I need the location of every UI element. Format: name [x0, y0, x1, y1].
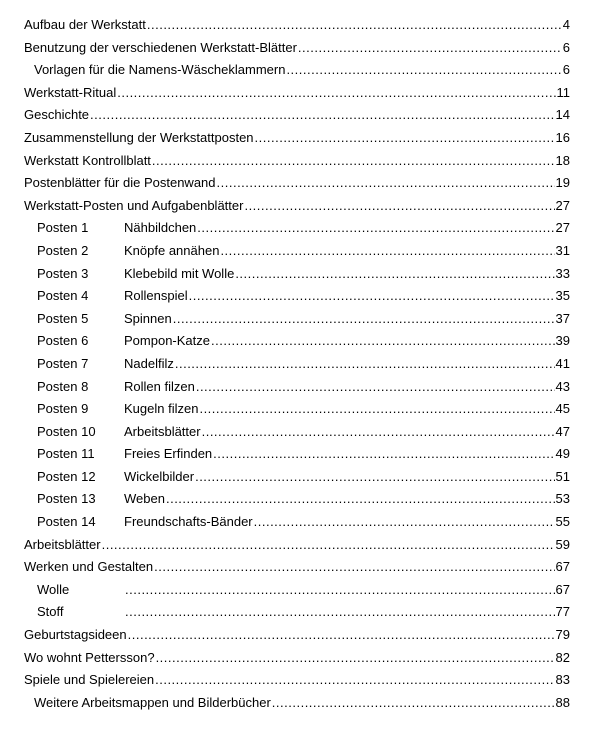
dot-leader [173, 308, 555, 331]
toc-entry-page-number: 6 [562, 62, 570, 78]
toc-entry[interactable] [24, 353, 570, 376]
toc-entry-page-number: 82 [555, 649, 570, 665]
dot-leader [286, 59, 561, 82]
dot-leader [90, 104, 554, 127]
dot-leader [196, 376, 555, 399]
dot-leader [217, 172, 555, 195]
toc-entry[interactable] [24, 195, 570, 218]
toc-entry-page-number: 19 [555, 175, 570, 191]
toc-entry[interactable] [24, 217, 570, 240]
dot-leader [117, 82, 555, 105]
toc-entry-page-number: 6 [562, 39, 570, 55]
toc-entry-page-number: 31 [555, 242, 570, 258]
toc-entry-title: Geburtstagsideen [24, 627, 127, 643]
toc-entry-page-number: 47 [555, 423, 570, 439]
toc-entry-page-number: 14 [555, 107, 570, 123]
dot-leader [125, 601, 555, 624]
toc-entry-title: Nadelfilz [124, 355, 174, 371]
dot-leader [199, 398, 554, 421]
toc-entry-title: Rollenspiel [124, 288, 188, 304]
dot-leader [197, 217, 554, 240]
toc-entry[interactable] [24, 601, 570, 624]
toc-entry[interactable] [24, 127, 570, 150]
toc-entry-page-number: 67 [555, 559, 570, 575]
toc-entry-page-number: 18 [555, 152, 570, 168]
toc-entry-page-number: 27 [555, 197, 570, 213]
dot-leader [125, 579, 555, 602]
toc-entry-title: Werkstatt Kontrollblatt [24, 152, 151, 168]
toc-entry-number: Posten 1 [37, 220, 89, 236]
toc-entry-title: Weben [124, 491, 165, 507]
toc-entry-title: Weitere Arbeitsmappen und Bilderbücher [34, 694, 271, 710]
toc-entry[interactable] [24, 104, 570, 127]
toc-entry-page-number: 37 [555, 310, 570, 326]
dot-leader [128, 624, 555, 647]
toc-entry-number: Stoff [37, 604, 64, 620]
dot-leader [235, 263, 554, 286]
toc-entry-title: Kugeln filzen [124, 401, 199, 417]
toc-entry-page-number: 41 [555, 355, 570, 371]
toc-entry-page-number: 16 [555, 129, 570, 145]
toc-entry-number: Posten 14 [37, 514, 96, 530]
toc-entry[interactable] [24, 398, 570, 421]
toc-entry-title: Aufbau der Werkstatt [24, 17, 146, 32]
dot-leader [189, 285, 555, 308]
dot-leader [211, 330, 555, 353]
dot-leader [175, 353, 555, 376]
toc-entry-page-number: 67 [555, 581, 570, 597]
dot-leader [255, 127, 555, 150]
toc-entry[interactable] [24, 330, 570, 353]
toc-entry-page-number: 43 [555, 378, 570, 394]
toc-entry[interactable] [24, 285, 570, 308]
toc-entry-number: Posten 6 [37, 333, 89, 349]
toc-entry-number: Wolle [37, 581, 70, 597]
toc-entry[interactable] [24, 647, 570, 670]
toc-entry[interactable] [24, 59, 570, 82]
toc-entry-page-number: 88 [555, 694, 570, 710]
toc-entry[interactable] [24, 37, 570, 60]
toc-entry-page-number: 39 [555, 333, 570, 349]
toc-entry-title: Werkstatt-Ritual [24, 84, 117, 100]
dot-leader [254, 511, 555, 534]
toc-entry-number: Posten 5 [37, 310, 89, 326]
toc-entry-number: Posten 3 [37, 265, 89, 281]
toc-entry-title: Benutzung der verschiedenen Werkstatt-Blätter [24, 39, 297, 55]
toc-entry-number: Posten 7 [37, 355, 89, 371]
toc-entry[interactable] [24, 14, 570, 37]
toc-entry-title: Spiele und Spielereien [24, 672, 155, 688]
toc-entry-number: Posten 10 [37, 423, 96, 439]
dot-leader [155, 669, 554, 692]
toc-entry-number: Posten 2 [37, 242, 89, 258]
toc-entry-number: Posten 8 [37, 378, 89, 394]
table-of-contents [24, 14, 570, 714]
toc-entry[interactable] [24, 488, 570, 511]
dot-leader [156, 647, 555, 670]
toc-entry-number: Posten 9 [37, 401, 89, 417]
dot-leader [213, 443, 554, 466]
toc-entry-title: Zusammenstellung der Werkstattposten [24, 129, 254, 145]
toc-entry-page-number: 53 [555, 491, 570, 507]
dot-leader [102, 534, 555, 557]
dot-leader [220, 240, 554, 263]
toc-entry-title: Nähbildchen [124, 220, 197, 236]
toc-entry-title: Freundschafts-Bänder [124, 514, 253, 530]
toc-entry-title: Postenblätter für die Postenwand [24, 175, 216, 191]
toc-entry-page-number: 11 [556, 84, 570, 100]
toc-entry[interactable] [24, 150, 570, 173]
toc-entry-title: Freies Erfinden [124, 446, 213, 462]
toc-entry-title: Knöpfe annähen [124, 242, 220, 258]
toc-entry-page-number: 55 [555, 514, 570, 530]
dot-leader [202, 421, 555, 444]
toc-entry[interactable] [24, 534, 570, 557]
toc-entry-title: Werkstatt-Posten und Aufgabenblätter [24, 197, 244, 213]
dot-leader [244, 195, 554, 218]
toc-entry-page-number: 79 [555, 627, 570, 643]
dot-leader [147, 14, 562, 37]
toc-entry[interactable] [24, 443, 570, 466]
dot-leader [152, 150, 555, 173]
toc-entry[interactable] [24, 263, 570, 286]
dot-leader [272, 692, 555, 715]
toc-entry-page-number: 59 [555, 536, 570, 552]
toc-entry-title: Wo wohnt Pettersson? [24, 649, 155, 665]
toc-entry-page-number: 27 [555, 220, 570, 236]
toc-entry[interactable] [24, 308, 570, 331]
toc-entry[interactable] [24, 82, 570, 105]
toc-entry-page-number: 77 [555, 604, 570, 620]
toc-entry-title: Werken und Gestalten [24, 559, 154, 575]
toc-entry[interactable] [24, 511, 570, 534]
toc-entry[interactable] [24, 172, 570, 195]
toc-entry-number: Posten 11 [37, 446, 95, 462]
toc-entry[interactable] [24, 624, 570, 647]
toc-entry-title: Pompon-Katze [124, 333, 210, 349]
toc-entry[interactable] [24, 466, 570, 489]
toc-entry[interactable] [24, 240, 570, 263]
toc-entry-title: Arbeitsblätter [124, 423, 201, 439]
toc-entry-page-number: 51 [555, 468, 570, 484]
toc-entry[interactable] [24, 376, 570, 399]
toc-entry-number: Posten 13 [37, 491, 96, 507]
toc-entry-page-number: 49 [555, 446, 570, 462]
toc-entry-page-number: 33 [555, 265, 570, 281]
toc-entry[interactable] [24, 692, 570, 715]
toc-entry[interactable] [24, 556, 570, 579]
toc-entry-title: Spinnen [124, 310, 172, 326]
dot-leader [154, 556, 554, 579]
toc-entry-title: Klebebild mit Wolle [124, 265, 235, 281]
toc-entry-page-number: 83 [555, 672, 570, 688]
toc-entry-number: Posten 4 [37, 288, 89, 304]
toc-entry-page-number: 45 [555, 401, 570, 417]
toc-entry[interactable] [24, 669, 570, 692]
toc-entry[interactable] [24, 579, 570, 602]
dot-leader [195, 466, 554, 489]
toc-entry-page-number: 35 [555, 288, 570, 304]
toc-entry-title: Rollen filzen [124, 378, 195, 394]
dot-leader [166, 488, 555, 511]
toc-entry-number: Posten 12 [37, 468, 96, 484]
toc-entry-title: Vorlagen für die Namens-Wäscheklammern [34, 62, 286, 78]
toc-entry-title: Wickelbilder [124, 468, 195, 484]
dot-leader [298, 37, 562, 60]
toc-entry-title: Geschichte [24, 107, 90, 123]
toc-entry-title: Arbeitsblätter [24, 536, 101, 552]
toc-entry-page-number: 4 [562, 17, 570, 32]
toc-entry[interactable] [24, 421, 570, 444]
